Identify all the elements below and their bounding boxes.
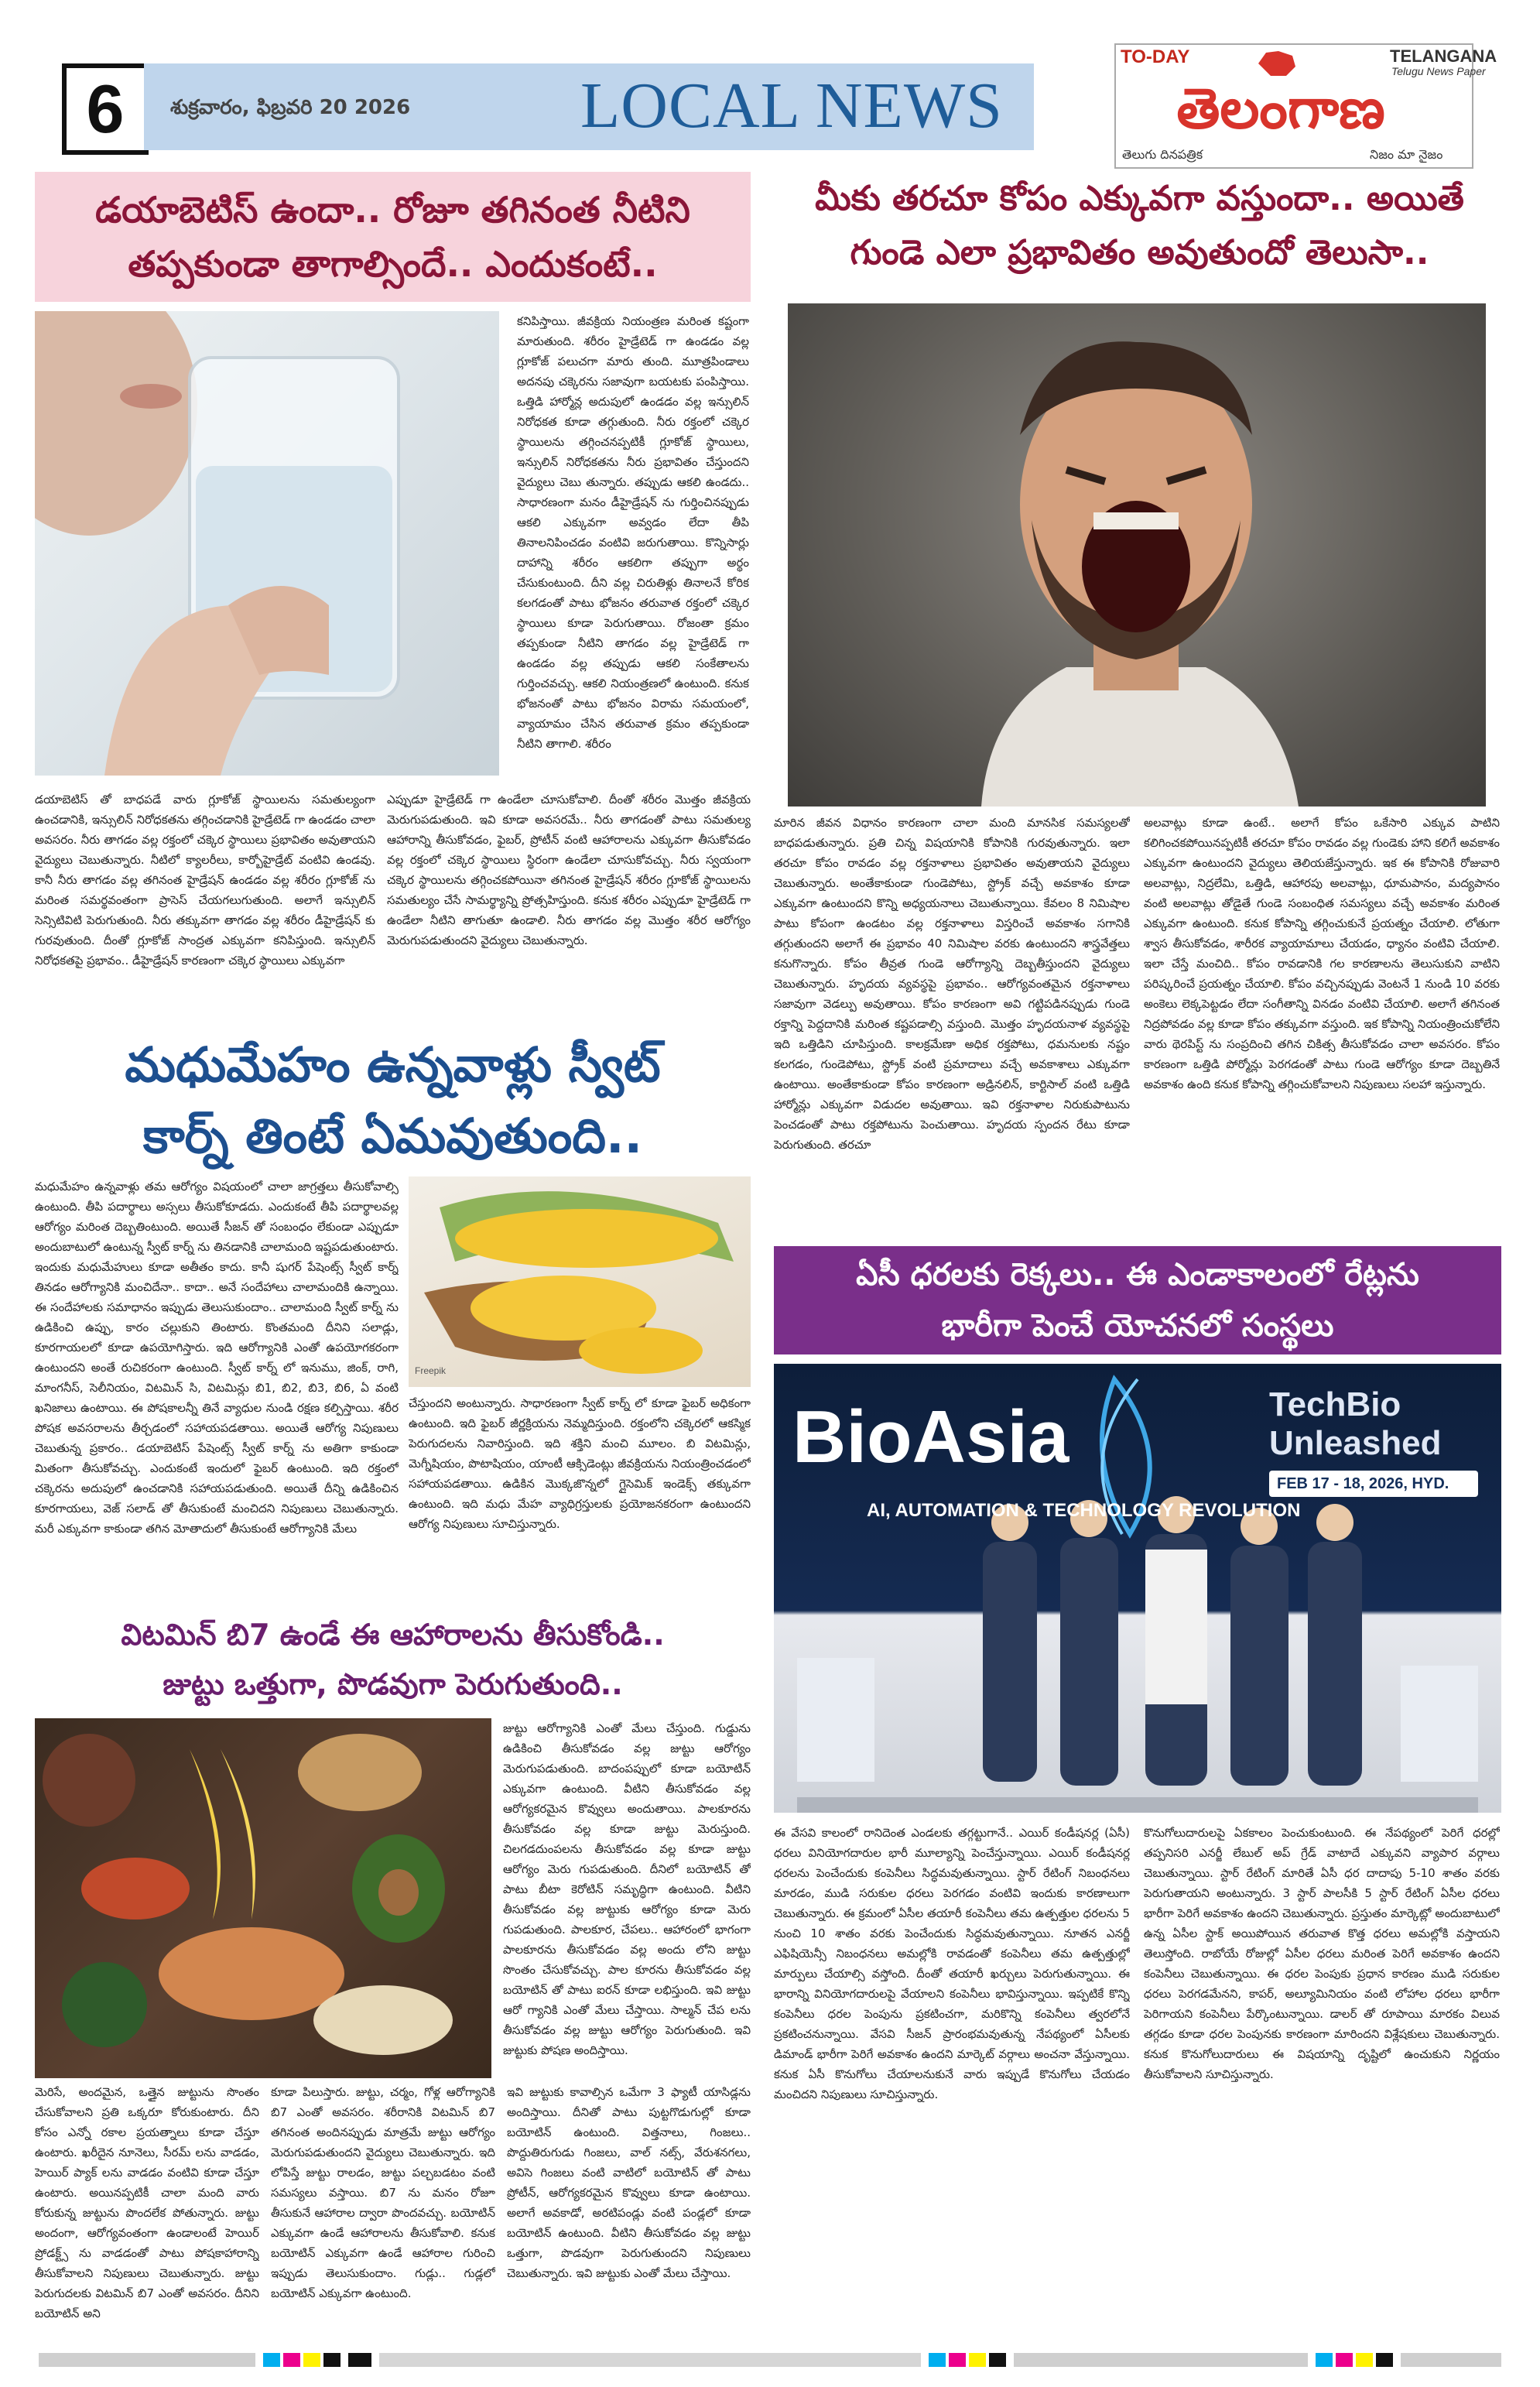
article-body-sweet-corn-col2: చేస్తుందని అంటున్నారు. సాధారణంగా స్వీట్ కార్న్ లో కూడా ఫైబర్ అధికంగా ఉంటుంది. ఇది ఫైబర్ జీర్ణక్రియను నెమ్మదిస్తుంది. రక్తంలోని చక్కెరలో ఆకస్మిక పెరుగుదలను నివారిస్తుంది. ఇది శక్తిని మంచి మూలం. బి విటమిన్లు, మెగ్నీషియం, పొటాషియం, యాంటీ ఆక్సిడెంట్లు జీవక్రియను నియంత్రించడంలో సహాయపడతాయి. ఉడికిన మొక్కజొన్నలో గ్లైసెమిక్ ఇండెక్స్ తక్కువగా ఉంటుంది. ఇది మధు మేహ వ్యాధిగ్రస్తులకు ప్రయోజనకరంగా ఉంటుందని ఆరోగ్య నిపుణులు సూచిస్తున్నారు. [409, 1396, 751, 1531]
headline-diabetes-water [43, 183, 743, 291]
headline-line-1: విటమిన్ బి7 ఉండే ఈ ఆహారాలను తీసుకోండి.. [121, 1618, 665, 1652]
issue-date: శుక్రవారం, ఫిబ్రవరి 20 2026 [170, 96, 411, 119]
banner-dates: FEB 17 - 18, 2026, HYD. [1277, 1475, 1449, 1492]
article-body-diabetes-col2: కనిపిస్తాయి. జీవక్రియ నియంత్రణ మరింత కష్టంగా మారుతుంది. శరీరం హైడ్రేటెడ్ గా ఉండడం వల్ల గ్లూకోజ్ పలుచగా మారు తుంది. మూత్రపిండాలు అదనపు చక్కెరను సజావుగా బయటకు పంపిస్తాయి. ఒత్తిడి హార్మోన్ల అదుపులో ఉండడం వల్ల ఇన్సులిన్ నిరోధకత కూడా తగ్గుతుంది. నీరు రక్తంలో చక్కెర స్థాయిలను తగ్గించనప్పటికీ గ్లూకోజ్ స్థాయిలు, ఇన్సులిన్ నిరోధకతను నీరు ప్రభావితం చేస్తుందని వైద్యులు చెబు తున్నారు. తప్పుడు ఆకలి ఉండదు.. సాధారణంగా మనం డీహైడ్రేషన్ ను గుర్తించినప్పుడు ఆకలి ఎక్కువగా అవ్వడం లేదా తీపి తినాలనిపించడం వంటివి జరుగుతాయి. కొన్నిసార్లు దాహాన్ని శరీరం ఆకలిగా తప్పుగా అర్థం చేసుకుంటుంది. దీని వల్ల చిరుతిళ్లు తినాలనే కోరిక కలగడంతో పాటు భోజనం తరువాత రక్తంలో చక్కెర స్థాయిలు కూడా పెరుగుతాయి. రోజంతా క్రమం తప్పకుండా నీటిని తాగడం వల్ల హైడ్రేటెడ్ గా ఉండడం వల్ల తప్పుడు ఆకలి సంకేతాలను గుర్తించవచ్చు. ఆకలి నియంత్రణలో ఉంటుంది. కనుక భోజనంతో పాటు భోజనం విరామ సమయంలో, వ్యాయామం చేసిన తరువాత క్రమం తప్పకుండా నీటిని తాగాలి. శరీరం [517, 314, 749, 751]
article-body-diabetes-col1: డయాబెటిస్ తో బాధపడే వారు గ్లూకోజ్ స్థాయిలను సమతుల్యంగా ఉంచడానికి, ఇన్సులిన్ నిరోధకతను తగ్గించడానికి హైడ్రేటెడ్ గా ఉండడం చాలా అవసరం. నీరు తాగడం వల్ల రక్తంలో చక్కెర స్థాయిలు ప్రభావితం అవుతాయని వైద్యులు చెబుతున్నారు. నీటిలో క్యాలరీలు, కార్బోహైడ్రేట్ వంటివి ఉండవు. కానీ నీరు తాగడం వల్ల తగినంత హైడ్రేషన్ ఉండడం వల్ల శరీరం గ్లూకోజ్ ను మరింత సమర్థవంతంగా ప్రాసెస్ చేయగలుగుతుంది. అలాగే ఇన్సులిన్ సెన్సిటివిటి పెరుగుతుంది. నీరు తక్కువగా తాగడం వల్ల శరీరం డీహైడ్రేషన్ కు గురవుతుంది. దీంతో గ్లూకోజ్ సాంద్రత ఎక్కువగా కనిపిస్తుంది. ఇన్సులిన్ నిరోధకతపై ప్రభావం.. డీహైడ్రేషన్ కారణంగా చక్కెర స్థాయిలు ఎక్కువగా [35, 793, 375, 967]
logo-today-text: TO-DAY [1121, 46, 1190, 67]
article-body-vitamin-col3: ఇవి జుట్టుకు కావాల్సిన ఒమేగా 3 ఫ్యాటీ యాసిడ్లను అందిస్తాయి. దీనితో పాటు పుట్టగొడుగుల్లో కూడా బయోటిన్ ఉంటుంది. విత్తనాలు, గింజలు.. పొద్దుతిరుగుడు గింజలు, వాల్ నట్స్, వేరుశనగలు, అవిసె గింజలు వంటి వాటిలో బయోటిన్ తో పాటు ప్రోటీన్, ఆరోగ్యకరమైన కొవ్వులు కూడా ఉంటాయి. అలాగే అవకాడో, అరటిపండ్లు వంటి పండ్లలో కూడా బయోటిన్ ఉంటుంది. వీటిని తీసుకోవడం వల్ల జుట్టు ఒత్తుగా, పొడవుగా పెరుగుతుందని నిపుణులు చెబుతున్నారు. ఇవి జుట్టుకు ఎంతో మేలు చేస్తాయి. [507, 2085, 751, 2280]
banner-brand: BioAsia [792, 1396, 1069, 1478]
photo-sweet-corn [409, 1176, 751, 1387]
article-body-ac-col1: ఈ వేసవి కాలంలో రానిదెంత ఎండలకు తగ్గట్టుగానే.. ఎయిర్ కండీషనర్ల (ఏసీ) ధరలు వినియోగదారుల భారీ మూల్యాన్ని పెంచేస్తున్నాయి. ఎయిర్ కండీషనర్ల ధరలను పెంచేందుకు కంపెనీలు సిద్ధమవుతున్నాయి. స్టార్ రేటింగ్ నిబంధనలు మారడం, ముడి సరుకుల ధరలు పెరగడం వంటివి ఇందుకు కారణాలుగా చెబుతున్నారు. ఈ క్రమంలో ఏసీల తయారీ కంపెనీలు తమ ఉత్పత్తుల ధరలను 5 నుంచి 10 శాతం వరకు పెంచేందుకు సిద్ధమవుతున్నాయి. నూతన ఎనర్జీ ఎఫిషియెన్సీ నిబంధనలు అమల్లోకి రావడంతో కంపెనీలు తమ ఉత్పత్తుల్లో మార్పులు చేయాల్సి వస్తోంది. దీంతో తయారీ ఖర్చులు పెరుగుతున్నాయి. ఈ భారాన్ని వినియోగదారులపై వేయాలని కంపెనీలు భావిస్తున్నాయి. ఇప్పటికే కొన్ని కంపెనీలు ధరల పెంపును ప్రకటించగా, మరికొన్ని కంపెనీలు త్వరలోనే ప్రకటించనున్నాయి. వేసవి సీజన్ ప్రారంభమవుతున్న నేపథ్యంలో ఏసీలకు డిమాండ్ భారీగా పెరిగే అవకాశం ఉందని మార్కెట్ వర్గాలు అంచనా వేస్తున్నాయి. కనుక ఏసీ కొనుగోలు చేయాలనుకునే వారు ఇప్పుడే కొనుగోలు చేయడం మంచిదని నిపుణులు సూచిస్తున్నారు. [774, 1826, 1130, 2101]
logo-sub-right: నిజం మా నైజం [1370, 147, 1443, 162]
banner-title-line-1: TechBio [1269, 1385, 1401, 1423]
headline-line-2: కార్న్ తింటే ఏమవుతుంది.. [142, 1108, 643, 1164]
page-number: 6 [62, 63, 149, 155]
banner-title-line-2: Unleashed [1269, 1424, 1442, 1462]
section-title: LOCAL NEWS [580, 70, 1003, 142]
article-body-diabetes-col3: ఎప్పుడూ హైడ్రేటెడ్ గా ఉండేలా చూసుకోవాలి. దీంతో శరీరం మొత్తం జీవక్రియ మెరుగుపడుతుంది. ఇవి కూడా అవసరమే.. నీరు తాగడంతో పాటు సమతుల్య ఆహారాన్ని తీసుకోవడం, ఫైబర్, ప్రోటీన్ వంటి ఆహారాలను ఎక్కువగా తీసుకోవడం వల్ల రక్తంలో చక్కెర స్థాయిలు స్థిరంగా ఉండేలా చూసుకోవచ్చు. నీరు స్వయంగా చక్కెర స్థాయిలను తగ్గించకపోయినా తగినంత హైడ్రేషన్ శరీరం గ్లూకోజ్ స్థాయిలను సమతుల్యం చేసే సామర్థ్యాన్ని ప్రోత్సహిస్తుంది. కనుక శరీరం ఎప్పుడూ హైడ్రేటెడ్ గా ఉండేలా నీటిని తాగుతూ ఉండాలి. నీరు తాగడం వల్ల మొత్తం శరీర ఆరోగ్యం మెరుగుపడుతుందని వైద్యులు చెబుతున్నారు. [387, 793, 751, 947]
logo-sub-left: తెలుగు దినపత్రిక [1122, 147, 1203, 162]
headline-line-1: మధుమేహం ఉన్నవాళ్లు స్వీట్ [125, 1036, 661, 1093]
photo-woman-drinking-water [35, 311, 499, 776]
headline-line-2: జుట్టు ఒత్తుగా, పొడవుగా పెరుగుతుంది.. [163, 1667, 623, 1701]
logo-telangana-text: TELANGANA [1390, 46, 1497, 66]
headline-line-1: ఏసీ ధరలకు రెక్కలు.. ఈ ఎండాకాలంలో రేట్లను [856, 1257, 1419, 1293]
headline-vitamin-b7 [35, 1610, 751, 1709]
photo-angry-man [788, 303, 1486, 807]
headline-line-1: మీకు తరచూ కోపం ఎక్కువగా వస్తుందా.. అయితే [815, 179, 1464, 218]
article-body-anger-col2: అలవాట్లు కూడా ఉంటే.. అలాగే కోపం ఒకేసారి ఎక్కువ పాటిని కలిగించకపోయినప్పటికీ తరచూ కోపం రావడం వల్ల గుండెకు హాని కలిగే అవకాశం ఎక్కువగా ఉంటుందని వైద్యులు తెలియజేస్తున్నారు. ఇక ఈ కోపానికి రోజువారి అలవాట్లు, నిద్రలేమి, ఒత్తిడి, ఆహారపు అలవాట్లు, ధూమపానం, మద్యపానం వంటి అలవాట్లు తోడైతే గుండె సంబంధిత సమస్యలు వచ్చే అవకాశం మరింత ఎక్కువగా ఉంటుంది. కనుక కోపాన్ని తగ్గించుకునే ప్రయత్నం చేయాలి. లోతుగా శ్వాస తీసుకోవడం, శారీరక వ్యాయామాలు చేయడం, ధ్యానం వంటివి చేయాలి. ఇలా చేస్తే మంచిది.. కోపం రావడానికి గల కారణాలను తెలుసుకుని వాటిని పరిష్కరించే ప్రయత్నం చేయాలి. కోపం వచ్చినప్పుడు వెంటనే 1 నుండి 10 వరకు అంకెలు లెక్కపెట్టడం లేదా సంగీతాన్ని వినడం వంటివి చేయాలి. అలాగే తగినంత నిద్రపోవడం వల్ల కూడా కోపం తక్కువగా వస్తుంది. ఇక కోపాన్ని నియంత్రించుకోలేని వారు థెరపిస్ట్ ను సంప్రదించి తగిన చికిత్స తీసుకోవడం చాలా అవసరం. కోపం కారణంగా ఒత్తిడి పోర్మోన్లు పెరగడంతో పాటు గుండె ఆరోగ్యం కూడా దెబ్బతినే అవకాశం ఉంది కనుక కోపాన్ని తగ్గించుకోవాలని నిపుణులు సలహా ఇస్తున్నారు. [1144, 816, 1500, 1091]
headline-line-2: తప్పకుండా తాగాల్సిందే.. ఎందుకంటే.. [128, 243, 658, 285]
article-body-vitamin-col-right-top: జుట్టు ఆరోగ్యానికి ఎంతో మేలు చేస్తుంది. గుడ్డును ఉడికించి తీసుకోవడం వల్ల జుట్టు ఆరోగ్యం మెరుగుపడుతుంది. బాదంపప్పులో కూడా బయోటిన్ ఎక్కువగా ఉంటుంది. వీటిని తీసుకోవడం వల్ల ఆరోగ్యకరమైన కొవ్వులు అందుతాయి. పాలకూరను తీసుకోవడం వల్ల కూడా జుట్టు మెరుస్తుంది. చిలగడదుంపలను తీసుకోవడం వల్ల కూడా జుట్టు ఆరోగ్యం మెరు గుపడుతుంది. దీనిలో బయోటిన్ తో పాటు బీటా కెరోటిన్ సమృద్ధిగా ఉంటుంది. వీటిని తీసుకోవడం వల్ల జుట్టుకు ఆరోగ్యం కూడా మెరు గుపడుతుంది. పాలకూర, చేపలు.. ఆహారంలో భాగంగా పాలకూరను తీసుకోవడం వల్ల అందు లోని జుట్టు సొంతం చేసుకోవచ్చు. పాల కూరను తీసుకోవడం వల్ల బయోటిన్ తో పాటు ఐరన్ కూడా లభిస్తుంది. ఇవి జుట్టు ఆరో గ్యానికి ఎంతో మేలు చేస్తాయి. సాల్మన్ చేప లను తీసుకోవడం వల్ల జుట్టు ఆరోగ్యం పెరుగుతుంది. ఇవి జుట్టుకు పోషణ అందిస్తాయి. [503, 1721, 751, 2057]
headline-sweet-corn [35, 1029, 751, 1172]
headline-line-1: డయాబెటిస్ ఉందా.. రోజూ తగినంత నీటిని [95, 189, 690, 231]
photo-biotin-foods [35, 1718, 491, 2078]
article-body-vitamin-col2: కూడా పిలుస్తారు. జుట్టు, చర్మం, గోళ్ల ఆరోగ్యానికి బి7 ఎంతో అవసరం. శరీరానికి విటమిన్ బి7 తగినంత అందినప్పుడు మాత్రమే జుట్టు ఆరోగ్యం మెరుగుపడుతుందని వైద్యులు చెబుతున్నారు. ఇది లోపిస్తే జుట్టు రాలడం, జుట్టు పల్చబడటం వంటి సమస్యలు వస్తాయి. బి7 ను మనం రోజూ తీసుకునే ఆహారాల ద్వారా పొందవచ్చు. బయోటిన్ ఎక్కువగా ఉండే ఆహారాలను తీసుకోవాలి. కనుక బయోటిన్ ఎక్కువగా ఉండే ఆహారాల గురించి ఇప్పుడు తెలుసుకుందాం. గుడ్లు.. గుడ్లలో బయోటిన్ ఎక్కువగా ఉంటుంది. [271, 2085, 495, 2300]
article-body-sweet-corn-col1: మధుమేహం ఉన్నవాళ్లు తమ ఆరోగ్యం విషయంలో చాలా జాగ్రత్తలు తీసుకోవాల్సి ఉంటుంది. తీపి పదార్థాలు అస్సలు తీసుకోకూడదు. ఎందుకంటే తీపి పదార్థాలవల్ల ఆరోగ్యం మరింత దెబ్బతింటుంది. అయితే సీజన్ తో సంబంధం లేకుండా ఎప్పుడూ అందుబాటులో ఉంటున్న స్వీట్ కార్న్ ను తినడానికి చాలామంది ఇష్టపడుతుంటారు. ఇందుకు మధుమేహులు కూడా అతీతం కాదు. కానీ షుగర్ పేషెంట్స్ స్వీట్ కార్న్ తినడం ఆరోగ్యానికి మంచిదేనా.. కాదా.. అనే సందేహాలు చాలామందికి ఉన్నాయి. ఈ సందేహాలకు సమాధానం ఇప్పుడు తెలుసుకుందాం.. చాలామంది స్వీట్ కార్న్ ను ఉడికించి ఉప్పు, కారం చల్లుకుని తింటారు. కొంతమంది దీనిని సలాడ్లు, కూరగాయలలో కూడా ఉపయోగిస్తారు. ఇది ఆరోగ్యానికి ఎంతో ఉపయోగకరంగా ఉంటుందని అంతే రుచికరంగా ఉంటుంది. స్వీట్ కార్న్ లో ఇనుము, జింక్, రాగి, మాంగనీస్, సెలీనియం, విటమిన్ సి, విటమిన్లు బి1, బి2, బి3, బి6, ఏ వంటి ఖనిజాలు ఉంటాయి. ఈ పోషకాలన్నీ తినే వ్యాధుల నుండి రక్షణ కల్పిస్తాయి. శరీర పోషక అవసరాలను తీర్చడంలో సహాయపడతాయి. అయితే ఆరోగ్య నిపుణులు చెబుతున్న ప్రకారం.. డయాబెటిస్ పేషెంట్స్ స్వీట్ కార్న్ ను అతిగా కాకుండా మితంగా తీసుకోవచ్చు. ఎందుకంటే ఇందులో ఫైబర్ ఉంటుంది. ఇది రక్తంలో చక్కెరను అదుపులో ఉంచడానికి సహాయపడుతుంది. అయితే దీన్ని ఉడికించిన కూరగాయలు, వెజ్ సలాడ్ తో తీసుకుంటే మంచిదని నిపుణులు చెబుతున్నారు. మరీ ఎక్కువగా కాకుండా తగిన మోతాదులో తీసుకుంటే ఆరోగ్యానికి మేలు [35, 1180, 399, 1536]
logo-tagline: Telugu News Paper [1391, 65, 1486, 77]
banner-title [1269, 1385, 1442, 1463]
telangana-map-icon [1255, 48, 1299, 79]
photo-bioasia-event [774, 1364, 1501, 1813]
photo-credit: Freepik [415, 1365, 447, 1376]
article-body-ac-col2: కొనుగోలుదారులపై ఏకకాలం పెంచుకుంటుంది. ఈ నేపథ్యంలో పెరిగే ధరల్లో తప్పనిసరి ఎనర్జీ లేబుల్ అప్ గ్రేడ్ వాటాదే ఎక్కువని వ్యాపార వర్గాలు చెబుతున్నాయి. స్టార్ రేటింగ్ మారితే ఏసీ ధర దాదాపు 5-10 శాతం వరకు పెరుగుతాయని అంటున్నారు. 3 స్టార్ పాలసీకి 5 స్టార్ రేటింగ్ ఏసీల ధరలు భారీగా పెరిగే అవకాశం ఉందని చెబుతున్నారు. ప్రస్తుతం మార్కెట్లో అందుబాటులో ఉన్న ఏసీల స్టాక్ అయిపోయిన తరువాత కొత్త ధరలు అమల్లోకి వస్తాయని తెలుస్తోంది. రాబోయే రోజుల్లో ఏసీల ధరలు మరింత పెరిగే అవకాశం ఉందని కంపెనీలు చెబుతున్నాయి. ఈ ధరల పెంపుకు ప్రధాన కారణం ముడి సరుకుల ధరలు పెరగడమేనని, కాపర్, అల్యూమినియం వంటి లోహాల ధరలు భారీగా పెరిగాయని కంపెనీలు పేర్కొంటున్నాయి. డాలర్ తో రూపాయి మారకం విలువ తగ్గడం కూడా ధరల పెంపునకు కారణంగా మారిందని విశ్లేషకులు చెబుతున్నారు. కనుక కొనుగోలుదారులు ఈ విషయాన్ని దృష్టిలో ఉంచుకుని నిర్ణయం తీసుకోవాలని సూచిస్తున్నారు. [1144, 1826, 1500, 2081]
logo-name: తెలంగాణ [1176, 76, 1385, 141]
print-registration-strip [39, 2353, 1501, 2367]
article-body-vitamin-col1: మెరిసే, అందమైన, ఒత్తైన జుట్టును సొంతం చేసుకోవాలని ప్రతి ఒక్కరూ కోరుకుంటారు. దీని కోసం ఎన్నో రకాల ప్రయత్నాలు కూడా చేస్తూ ఉంటారు. ఖరీదైన నూనెలు, సీరమ్ లను వాడడం, హెయిర్ ప్యాక్ లను వాడడం వంటివి కూడా చేస్తూ ఉంటారు. అయినప్పటికీ చాలా మంది వారు కోరుకున్న జుట్టును పొందలేక పోతున్నారు. జుట్టు అందంగా, ఆరోగ్యవంతంగా ఉండాలంటే హెయిర్ ప్రోడక్ట్స్ ను వాడడంతో పాటు పోషకాహారాన్ని తీసుకోవాలని నిపుణులు చెబుతున్నారు. జుట్టు పెరుగుదలకు విటమిన్ బి7 ఎంతో అవసరం. దీనిని బయోటిన్ అని [35, 2085, 259, 2320]
headline-line-2: గుండె ఎలా ప్రభావితం అవుతుందో తెలుసా.. [850, 233, 1429, 272]
headline-line-2: భారీగా పెంచే యోచనలో సంస్థలు [941, 1308, 1334, 1344]
article-body-anger-col1: మారిన జీవన విధానం కారణంగా చాలా మంది మానసిక సమస్యలతో బాధపడుతున్నారు. ప్రతి చిన్న విషయానికి కోపానికి గురవుతున్నారు. ఇలా తరచూ కోపం రావడం వల్ల రక్తనాళాలు ప్రభావితం అవుతాయని వైద్యులు చెబుతున్నారు. అంతేకాకుండా గుండెపోటు, స్ట్రోక్ వచ్చే అవకాశం కూడా ఎక్కువగా ఉంటుందని కొన్ని అధ్యయనాలు చెబుతున్నాయి. కేవలం 8 నిమిషాల పాటు కోపంగా ఉండటం వల్ల రక్తనాళాలు విస్తరించే అవకాశం సగానికి తగ్గుతుందని అలాగే ఈ ప్రభావం 40 నిమిషాల వరకు ఉంటుందని శాస్త్రవేత్తలు కనుగొన్నారు. కోపం తీవ్రత గుండె ఆరోగ్యాన్ని దెబ్బతీస్తుందని వైద్యులు చెబుతున్నారు. హృదయ వ్యవస్థపై ప్రభావం.. ఆరోగ్యవంతమైన రక్తనాళాలు సజావుగా వెడల్పు అవుతాయి. కోపం కారణంగా అవి గట్టిపడినప్పుడు గుండె రక్తాన్ని పెద్దదానికి మరింత కష్టపడాల్సి వస్తుంది. మొత్తం హృదయనాళ వ్యవస్థపై ఇది ఒత్తిడిని చూపిస్తుంది. కాలక్రమేణా అధిక రక్తపోటు, ధమనులకు నష్టం కలగడం, గుండెపోటు, స్ట్రోక్ వంటి ప్రమాదాలు వచ్చే అవకాశాలు ఎక్కువగా ఉంటాయి. అంతేకాకుండా కోపం కారణంగా అడ్రినలిన్, కార్టిసాల్ వంటి ఒత్తిడి హార్మోన్లు ఎక్కువగా విడుదల అవుతాయి. ఇవి రక్తనాళాల నిరుకుపాటును పెంచడంతో పాటు రక్తపోటును పెంచుతాయి. హృదయ స్పందన రేటు కూడా పెరుగుతుంది. తరచూ [774, 816, 1130, 1152]
headline-ac-prices [782, 1249, 1494, 1351]
headline-anger-heart [774, 172, 1505, 280]
banner-tagline: AI, AUTOMATION & TECHNOLOGY REVOLUTION [867, 1500, 1301, 1521]
